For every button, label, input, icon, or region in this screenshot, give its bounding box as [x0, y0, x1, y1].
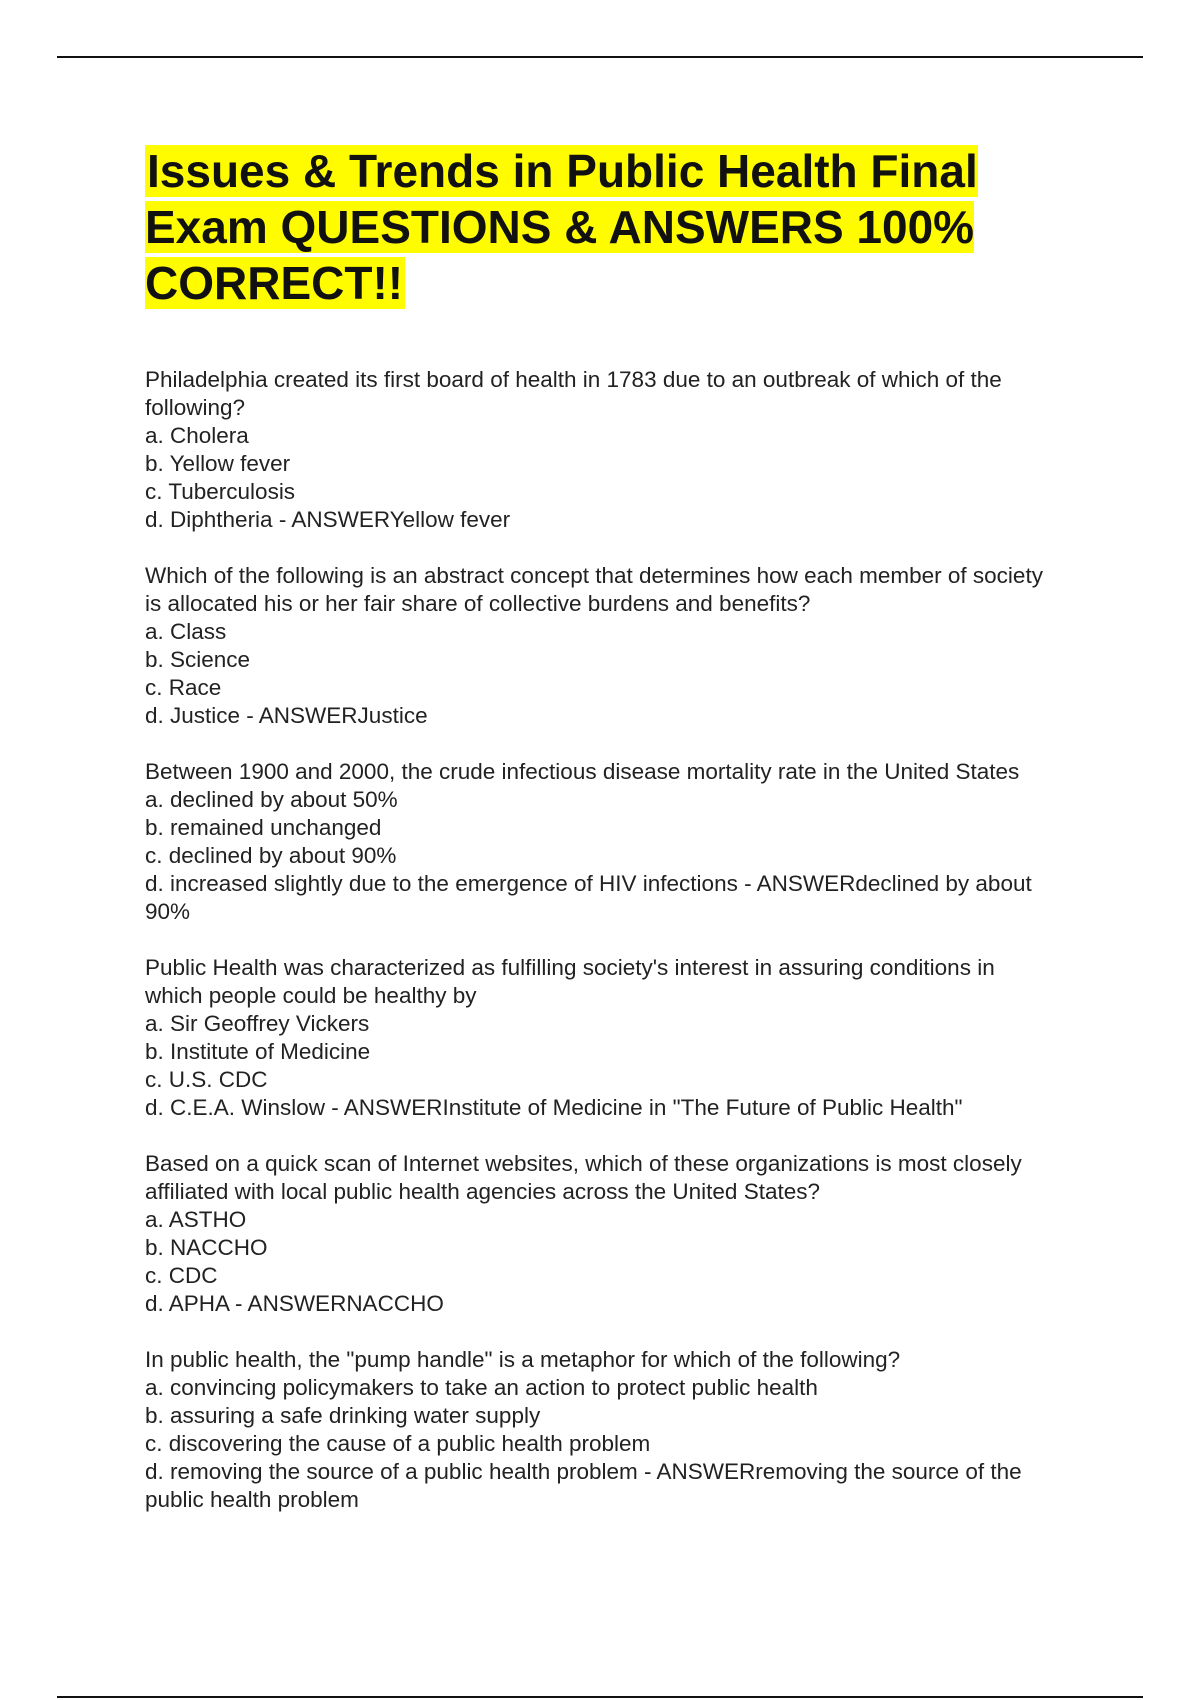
- answer-option: a. ASTHO: [145, 1207, 247, 1232]
- answer-option-with-answer: d. APHA - ANSWERNACCHO: [145, 1291, 444, 1316]
- answer-option: a. declined by about 50%: [145, 787, 398, 812]
- question-stem: In public health, the "pump handle" is a metaphor for which of the following?: [145, 1347, 901, 1372]
- answer-option: b. assuring a safe drinking water supply: [145, 1403, 541, 1428]
- answer-option: b. Institute of Medicine: [145, 1039, 371, 1064]
- question-list: [145, 366, 1055, 1542]
- question-block: [145, 954, 1055, 1122]
- answer-option-with-answer: d. C.E.A. Winslow - ANSWERInstitute of Medicine in "The Future of Public Health": [145, 1095, 963, 1120]
- question-block: [145, 562, 1055, 730]
- answer-option-with-answer: d. Diphtheria - ANSWERYellow fever: [145, 507, 511, 532]
- answer-option: c. Tuberculosis: [145, 479, 296, 504]
- top-divider: [57, 56, 1143, 58]
- question-stem: Based on a quick scan of Internet websites, which of these organizations is most closely affiliated with local public health agencies across the United States?: [145, 1151, 1022, 1204]
- answer-option: a. Sir Geoffrey Vickers: [145, 1011, 370, 1036]
- answer-option-with-answer: d. Justice - ANSWERJustice: [145, 703, 428, 728]
- question-stem: Public Health was characterized as fulfilling society's interest in assuring conditions in which people could be healthy by: [145, 955, 995, 1008]
- bottom-divider: [57, 1696, 1143, 1698]
- page-title: [145, 143, 1045, 311]
- question-block: [145, 1150, 1055, 1318]
- highlighted-title-text: Issues & Trends in Public Health Final Exam QUESTIONS & ANSWERS 100% CORRECT!!: [145, 145, 978, 309]
- question-stem: Between 1900 and 2000, the crude infectious disease mortality rate in the United States: [145, 759, 1020, 784]
- answer-option: a. Cholera: [145, 423, 249, 448]
- answer-option: b. Science: [145, 647, 251, 672]
- answer-option: b. Yellow fever: [145, 451, 291, 476]
- answer-option: c. discovering the cause of a public health problem: [145, 1431, 651, 1456]
- answer-option: a. Class: [145, 619, 227, 644]
- question-block: [145, 758, 1055, 926]
- answer-option: c. Race: [145, 675, 222, 700]
- question-block: [145, 1346, 1055, 1514]
- answer-option-with-answer: d. removing the source of a public health problem - ANSWERremoving the source of the public health problem: [145, 1459, 1022, 1512]
- answer-option: c. CDC: [145, 1263, 218, 1288]
- question-stem: Which of the following is an abstract concept that determines how each member of society is allocated his or her fair share of collective burdens and benefits?: [145, 563, 1043, 616]
- answer-option: c. declined by about 90%: [145, 843, 397, 868]
- answer-option: b. remained unchanged: [145, 815, 382, 840]
- answer-option: a. convincing policymakers to take an action to protect public health: [145, 1375, 818, 1400]
- answer-option: b. NACCHO: [145, 1235, 268, 1260]
- answer-option-with-answer: d. increased slightly due to the emergence of HIV infections - ANSWERdeclined by about 90%: [145, 871, 1032, 924]
- answer-option: c. U.S. CDC: [145, 1067, 268, 1092]
- question-stem: Philadelphia created its first board of health in 1783 due to an outbreak of which of the following?: [145, 367, 1002, 420]
- question-block: [145, 366, 1055, 534]
